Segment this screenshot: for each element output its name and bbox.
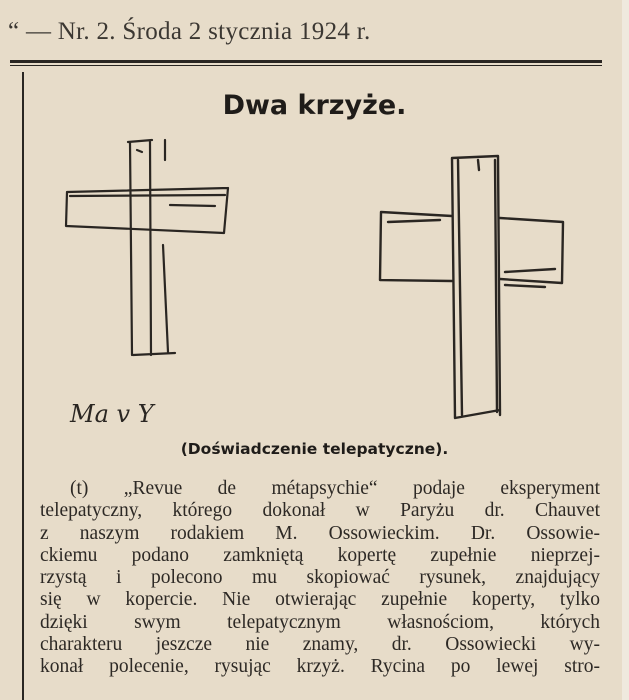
article-line: rzystą i polecono mu skopiować rysunek, znajdujący [40, 567, 600, 589]
article-body [40, 478, 600, 679]
article-line: ckiemu podano zamkniętą kopertę zupełnie nieprzej- [40, 544, 600, 566]
right-cross-drawing [380, 156, 563, 418]
signature: Ma v Y [70, 400, 154, 428]
article-line: konał polecenie, rysując krzyż. Rycina po lewej stro- [40, 656, 600, 678]
article-line: dzięki swym telepatycznym własnościom, których [40, 611, 600, 633]
article-line: charakteru jeszcze nie znamy, dr. Ossowiecki wy- [40, 634, 600, 656]
left-cross-drawing [66, 140, 228, 355]
article-line: telepatyczny, którego dokonał w Paryżu dr. Chauvet [40, 500, 600, 522]
article-title: Dwa krzyże. [222, 90, 407, 121]
article-line: (t) „Revue de métapsychie“ podaje eksperyment [70, 478, 600, 499]
article-line: z naszym rodakiem M. Ossowieckim. Dr. Ossowie- [40, 522, 600, 544]
article-line: się w kopercie. Nie otwierając zupełnie koperty, tylko [40, 589, 600, 611]
figure-caption: (Doświadczenie telepatyczne). [180, 440, 449, 458]
issue-line: “ — Nr. 2. Środa 2 stycznia 1924 r. [8, 18, 371, 45]
